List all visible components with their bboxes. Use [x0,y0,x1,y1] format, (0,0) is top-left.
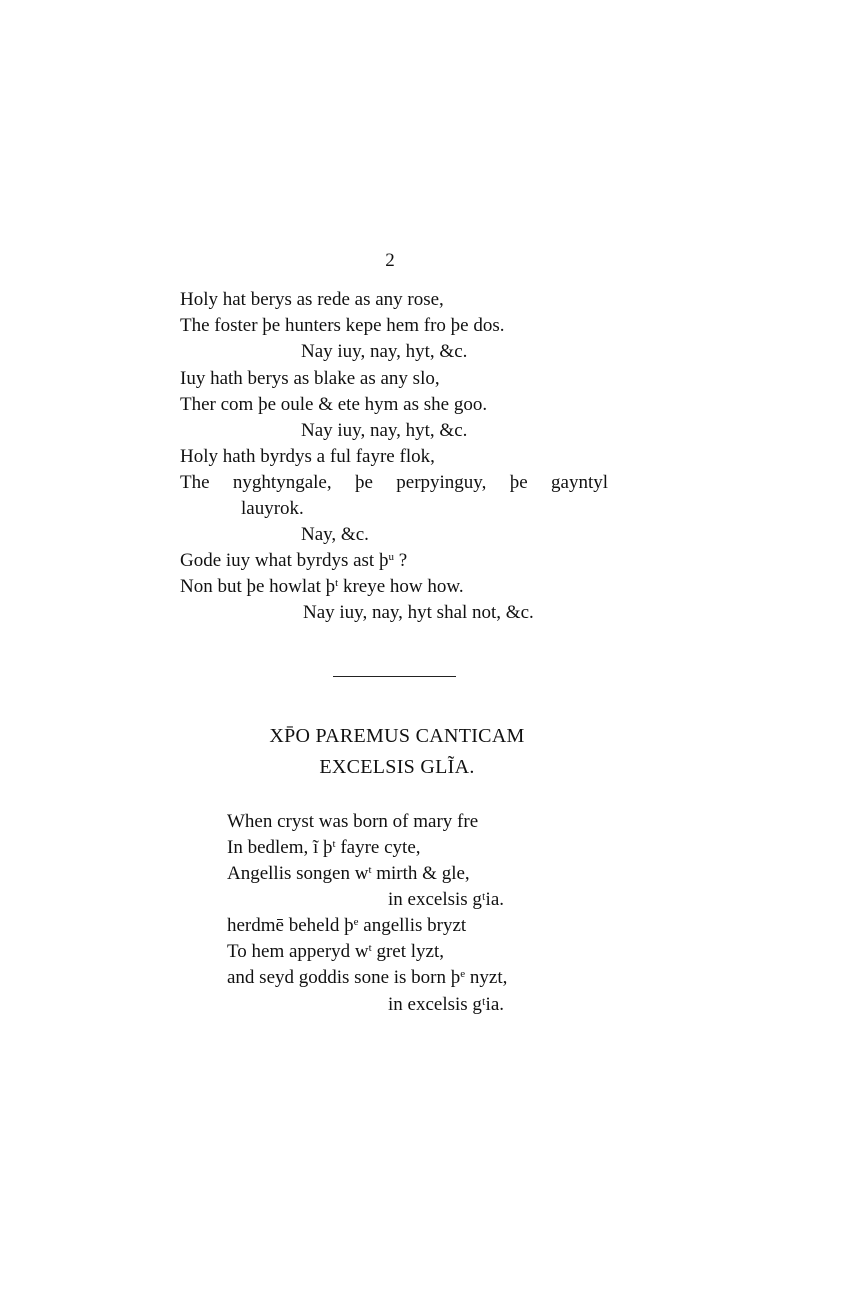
verse-line: The nyghtyngale, þe perpyinguy, þe gayntyl [180,472,608,493]
verse-line: Angellis songen $w^t$ mirth & gle, [227,863,470,884]
verse-line: Holy hat berys as rede as any rose, [180,289,444,310]
refrain-line: in excelsis gᵗia. [388,889,505,910]
verse-line: To hem apperyd $w^t$ gret lyzt, [227,941,444,962]
carol-heading-line-2: EXCELSIS GLĨA. [319,756,475,778]
verse-line: Gode iuy what byrdys ast $þ^u$ ? [180,550,408,571]
verse-line: and seyd goddis sone is born $þ^e$ nyzt, [227,967,508,988]
verse-line: The foster þe hunters kepe hem fro þe dos. [180,315,505,336]
verse-line: In bedlem, ĩ $þ^t$ fayre cyte, [227,837,421,858]
page-number: 2 [385,250,395,271]
section-divider [333,676,456,677]
verse-line: Non but þe howlat $þ^t$ kreye how how. [180,576,464,597]
verse-line: When cryst was born of mary fre [227,811,479,832]
refrain-line: Nay, &c. [301,524,369,545]
verse-line: Iuy hath berys as blake as any slo, [180,368,440,389]
verse-line: herdmē beheld $þ^e$ angellis bryzt [227,915,467,936]
carol-heading-line-1: XP̄O PAREMUS CANTICAM [269,725,525,747]
verse-line: Holy hath byrdys a ful fayre flok, [180,446,435,467]
refrain-line: in excelsis gᵗia. [388,994,505,1015]
verse-line-continuation: lauyrok. [241,498,304,519]
refrain-line: Nay iuy, nay, hyt, &c. [301,341,468,362]
verse-line: Ther com þe oule & ete hym as she goo. [180,394,488,415]
refrain-line: Nay iuy, nay, hyt, &c. [301,420,468,441]
refrain-line: Nay iuy, nay, hyt shal not, &c. [303,602,534,623]
